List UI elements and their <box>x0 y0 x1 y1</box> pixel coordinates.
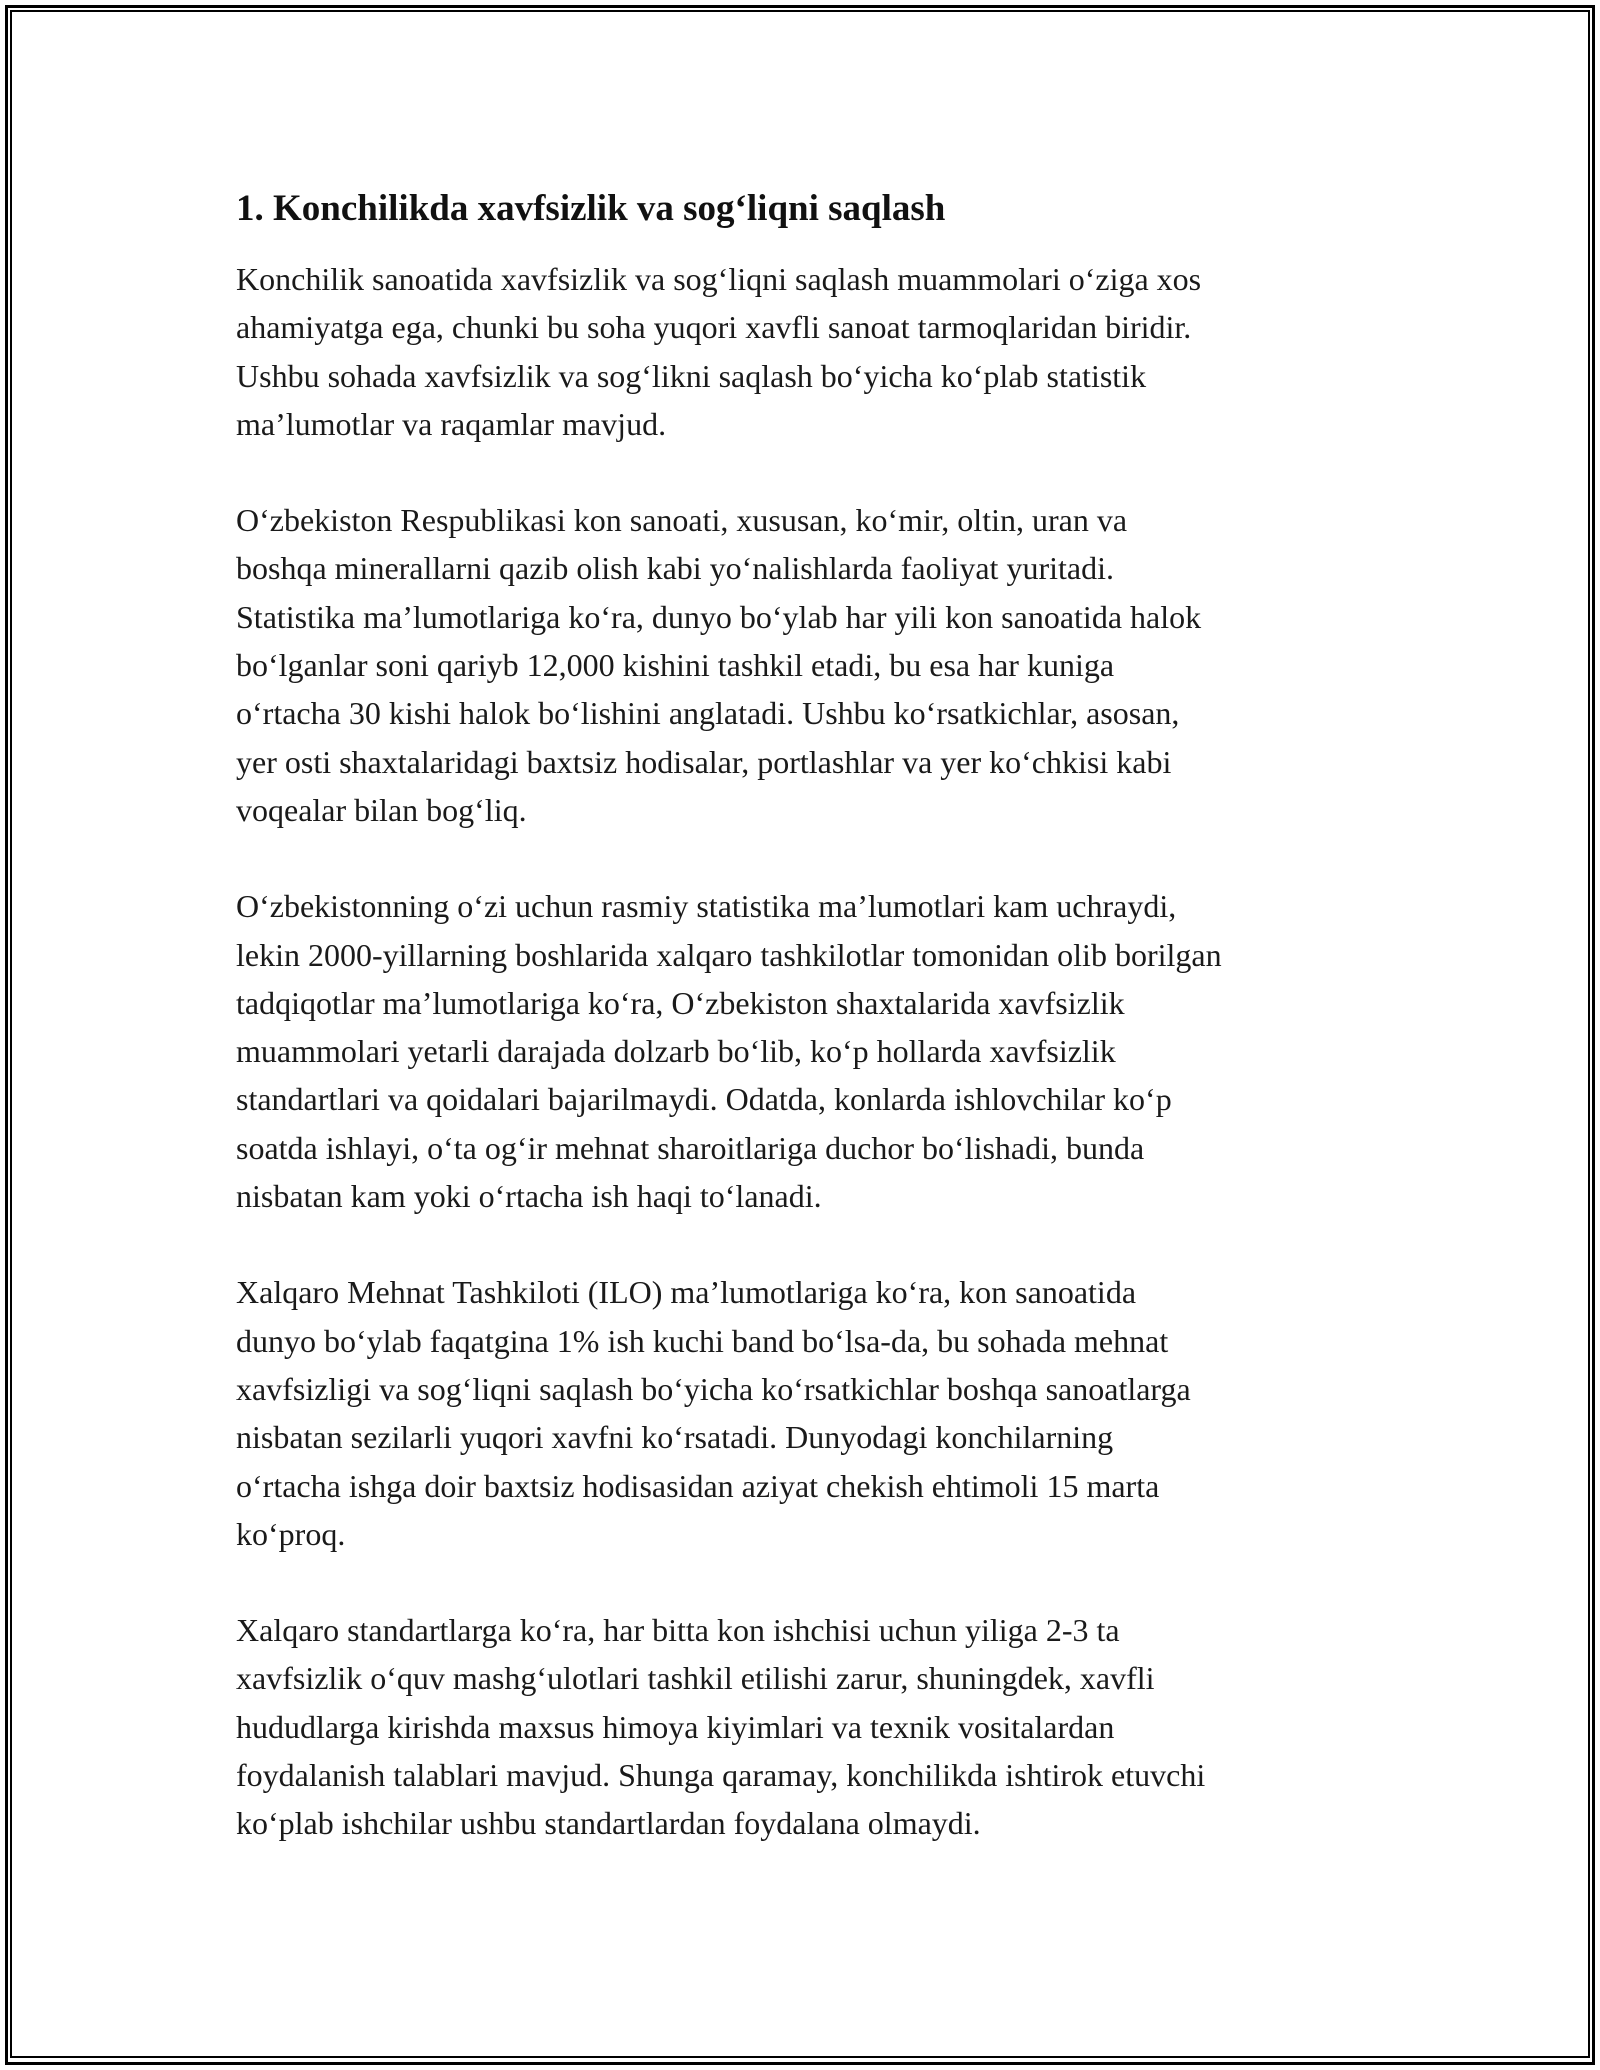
paragraph-5: Xalqaro standartlarga ko‘ra, har bitta kon ishchisi uchun yiliga 2-3 ta xavfsizlik o‘quv mashg‘ulotlari tashkil etilishi zarur, shuningdek, xavfli hududlarga kirishda maxsus himoya kiyimlari va texnik vositalardan foydalanish talablari mavjud. Shunga qaramay, konchilikda ishtirok etuvchi ko‘plab ishchilar ushbu standartlardan foydalana olmaydi. <box>236 1612 1206 1842</box>
paragraph-3: O‘zbekistonning o‘zi uchun rasmiy statistika ma’lumotlari kam uchraydi, lekin 2000-yillarning boshlarida xalqaro tashkilotlar tomonidan olib borilgan tadqiqotlar ma’lumotlariga ko‘ra, O‘zbekiston shaxtalarida xavfsizlik muammolari yetarli darajada dolzarb bo‘lib, ko‘p hollarda xavfsizlik standartlari va qoidalari bajarilmaydi. Odatda, konlarda ishlovchilar ko‘p soatda ishlayi, o‘ta og‘ir mehnat sharoitlariga duchor bo‘lishadi, bunda nisbatan kam yoki o‘rtacha ish haqi to‘lanadi. <box>236 888 1222 1215</box>
document-body <box>236 185 1386 1896</box>
paragraph-1: Konchilik sanoatida xavfsizlik va sog‘liqni saqlash muammolari o‘ziga xos ahamiyatga ega, chunki bu soha yuqori xavfli sanoat tarmoqlaridan biridir. Ushbu sohada xavfsizlik va sog‘likni saqlash bo‘yicha ko‘plab statistik ma’lumotlar va raqamlar mavjud. <box>236 261 1202 442</box>
paragraph-2: O‘zbekiston Respublikasi kon sanoati, xususan, ko‘mir, oltin, uran va boshqa minerallarni qazib olish kabi yo‘nalishlarda faoliyat yuritadi. Statistika ma’lumotlariga ko‘ra, dunyo bo‘ylab har yili kon sanoatida halok bo‘lganlar soni qariyb 12,000 kishini tashkil etadi, bu esa har kuniga o‘rtacha 30 kishi halok bo‘lishini anglatadi. Ushbu ko‘rsatkichlar, asosan, yer osti shaxtalaridagi baxtsiz hodisalar, portlashlar va yer ko‘chkisi kabi voqealar bilan bog‘liq. <box>236 502 1202 828</box>
paragraph-4: Xalqaro Mehnat Tashkiloti (ILO) ma’lumotlariga ko‘ra, kon sanoatida dunyo bo‘ylab faqatgina 1% ish kuchi band bo‘lsa-da, bu sohada mehnat xavfsizligi va sog‘liqni saqlash bo‘yicha ko‘rsatkichlar boshqa sanoatlarga nisbatan sezilarli yuqori xavfni ko‘rsatadi. Dunyodagi konchilarning o‘rtacha ishga doir baxtsiz hodisasidan aziyat chekish ehtimoli 15 marta ko‘proq. <box>236 1274 1191 1552</box>
section-heading: 1. Konchilikda xavfsizlik va sog‘liqni saqlash <box>236 188 946 229</box>
